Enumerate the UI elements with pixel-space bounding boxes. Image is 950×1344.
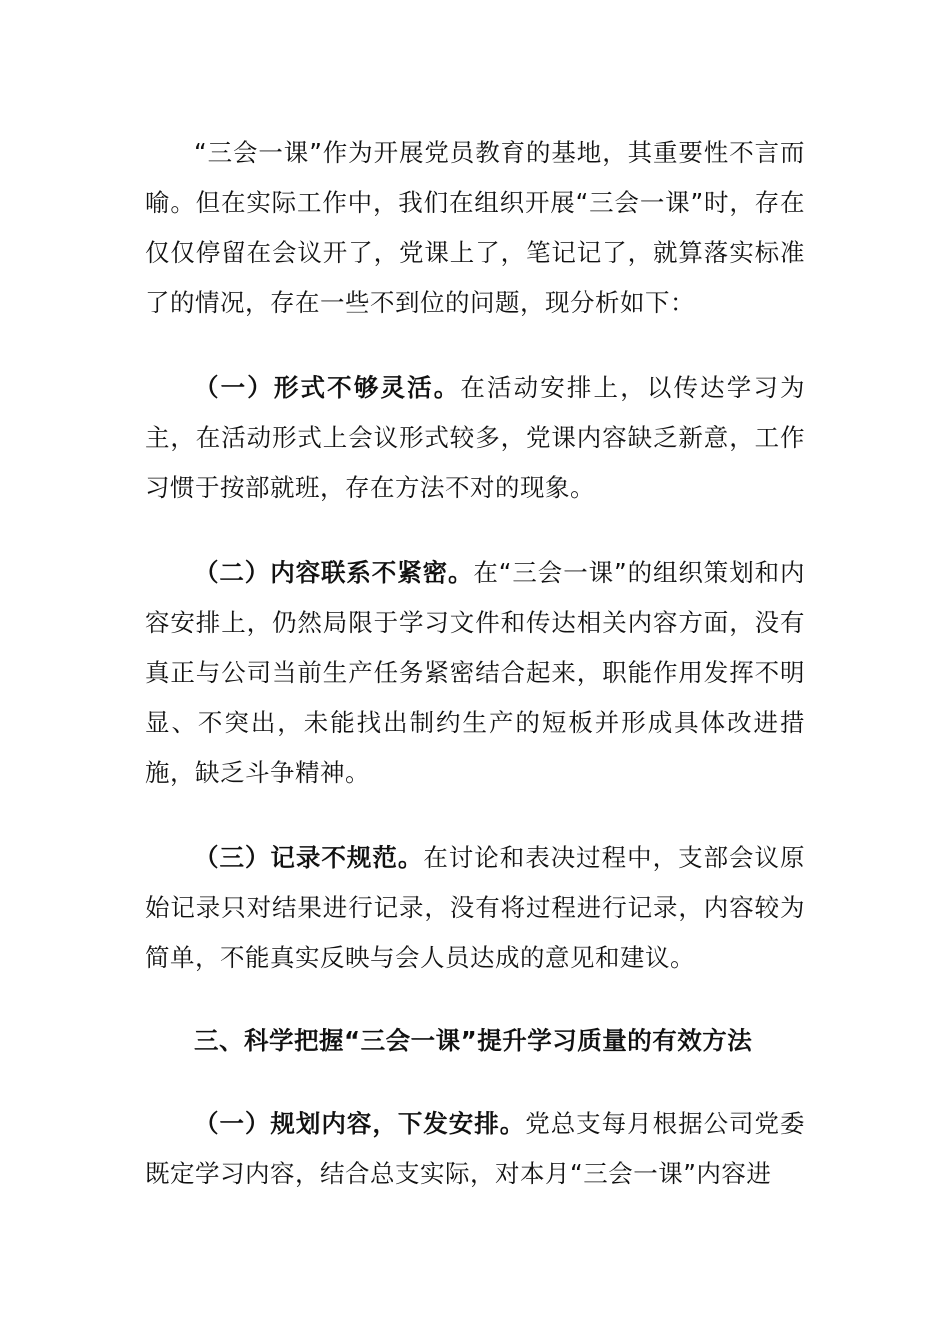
paragraph-issue-2-text: 在“三会一课”的组织策划和内容安排上，仍然局限于学习文件和传达相关内容方面，没有真正与公司当前生产任务紧密结合起来，职能作用发挥不明显、不突出，未能找出制约生产的短板并形成具体改进措施，缺乏斗争精神。	[145, 558, 805, 787]
paragraph-issue-1-lead: （一）形式不够灵活。	[194, 373, 461, 402]
paragraph-intro	[145, 128, 805, 328]
paragraph-spacer	[145, 798, 805, 833]
paragraph-issue-1	[145, 363, 805, 513]
paragraph-issue-2-lead: （二）内容联系不紧密。	[194, 558, 474, 587]
paragraph-spacer	[145, 328, 805, 363]
paragraph-issue-3-lead: （三）记录不规范。	[194, 843, 424, 872]
paragraph-issue-1-text: 在活动安排上，以传达学习为主，在活动形式上会议形式较多，党课内容缺乏新意，工作习惯于按部就班，存在方法不对的现象。	[145, 373, 806, 502]
document-body	[145, 128, 805, 1199]
paragraph-intro-text: “三会一课”作为开展党员教育的基地，其重要性不言而喻。但在实际工作中，我们在组织开展“三会一课”时，存在仅仅停留在会议开了，党课上了，笔记记了，就算落实标准了的情况，存在一些不到位的问题，现分析如下：	[145, 138, 805, 317]
paragraph-issue-3-text: 在讨论和表决过程中，支部会议原始记录只对结果进行记录，没有将过程进行记录，内容较为简单，不能真实反映与会人员达成的意见和建议。	[145, 843, 806, 972]
paragraph-method-1-lead: （一）规划内容，下发安排。	[194, 1109, 526, 1138]
paragraph-method-1	[145, 1099, 805, 1199]
paragraph-spacer	[145, 513, 805, 548]
paragraph-issue-2	[145, 548, 805, 798]
paragraph-spacer	[145, 1066, 805, 1099]
paragraph-spacer	[145, 983, 805, 1016]
paragraph-issue-3	[145, 833, 805, 983]
paragraph-method-1-text: 党总支每月根据公司党委既定学习内容，结合总支实际，对本月“三会一课”内容进	[145, 1109, 806, 1188]
section-heading: 三、科学把握“三会一课”提升学习质量的有效方法	[194, 1026, 753, 1055]
